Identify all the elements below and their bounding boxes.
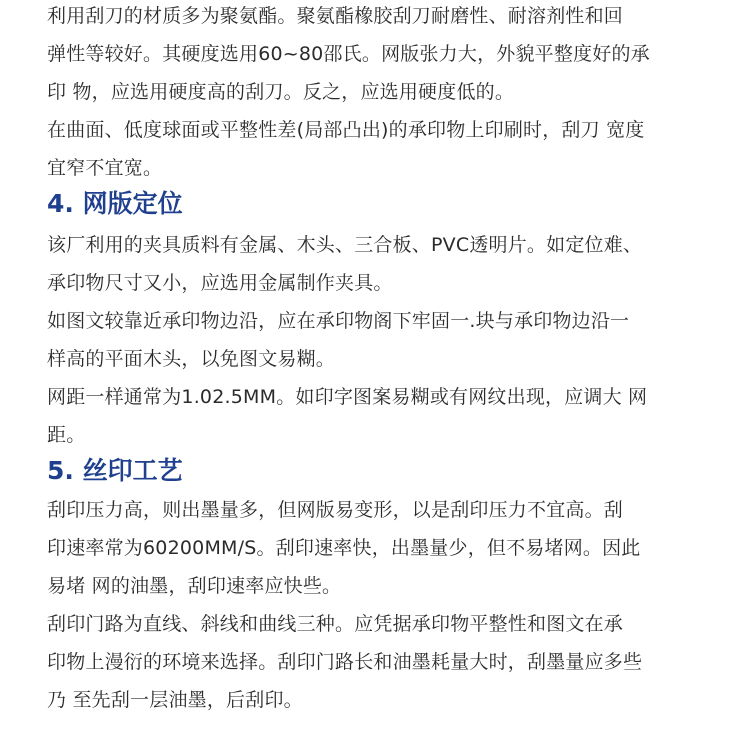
para7-line-2: 印物上漫衍的环境来选择。刮印门路长和油墨耗量大时，刮墨量应多些 <box>47 651 643 673</box>
para6-line-2: 印速率常为60200MM/S。刮印速率快，出墨量少，但不易堵网。因此 <box>47 537 641 559</box>
para5-line-1: 网距一样通常为1.02.5MM。如印字图案易糊或有网纹出现，应调大 网 <box>47 386 648 408</box>
section-heading-5: 5. 丝印工艺 <box>47 456 183 485</box>
para4-line-2: 样高的平面木头，以免图文易糊。 <box>47 348 336 370</box>
para7-line-1: 刮印门路为直线、斜线和曲线三种。应凭据承印物平整性和图文在承 <box>47 613 624 635</box>
para2-line-1: 在曲面、低度球面或平整性差(局部凸出)的承印物上印刷时，刮刀 宽度 <box>47 119 645 141</box>
para6-line-1: 刮印压力高，则出墨量多，但网版易变形，以是刮印压力不宜高。刮 <box>47 499 624 521</box>
para1-line-1: 利用刮刀的材质多为聚氨酯。聚氨酯橡胶刮刀耐磨性、耐溶剂性和回 <box>47 5 624 27</box>
para4-line-1: 如图文较靠近承印物边沿，应在承印物阁下牢固一.块与承印物边沿一 <box>47 310 630 332</box>
para5-line-2: 距。 <box>47 424 86 446</box>
para3-line-2: 承印物尺寸又小，应选用金属制作夹具。 <box>47 272 393 294</box>
para7-line-3: 乃 至先刮一层油墨，后刮印。 <box>47 689 303 711</box>
para3-line-1: 该厂利用的夹具质料有金属、木头、三合板、PVC透明片。如定位难、 <box>47 234 643 256</box>
section-heading-4: 4. 网版定位 <box>47 189 183 218</box>
para1-line-2: 弹性等较好。其硬度选用60~80邵氏。网版张力大，外貌平整度好的承 <box>47 43 650 65</box>
para1-line-3: 印 物，应选用硬度高的刮刀。反之，应选用硬度低的。 <box>47 81 515 103</box>
para6-line-3: 易堵 网的油墨，刮印速率应快些。 <box>47 575 342 597</box>
para2-line-2: 宜窄不宜宽。 <box>47 157 163 179</box>
